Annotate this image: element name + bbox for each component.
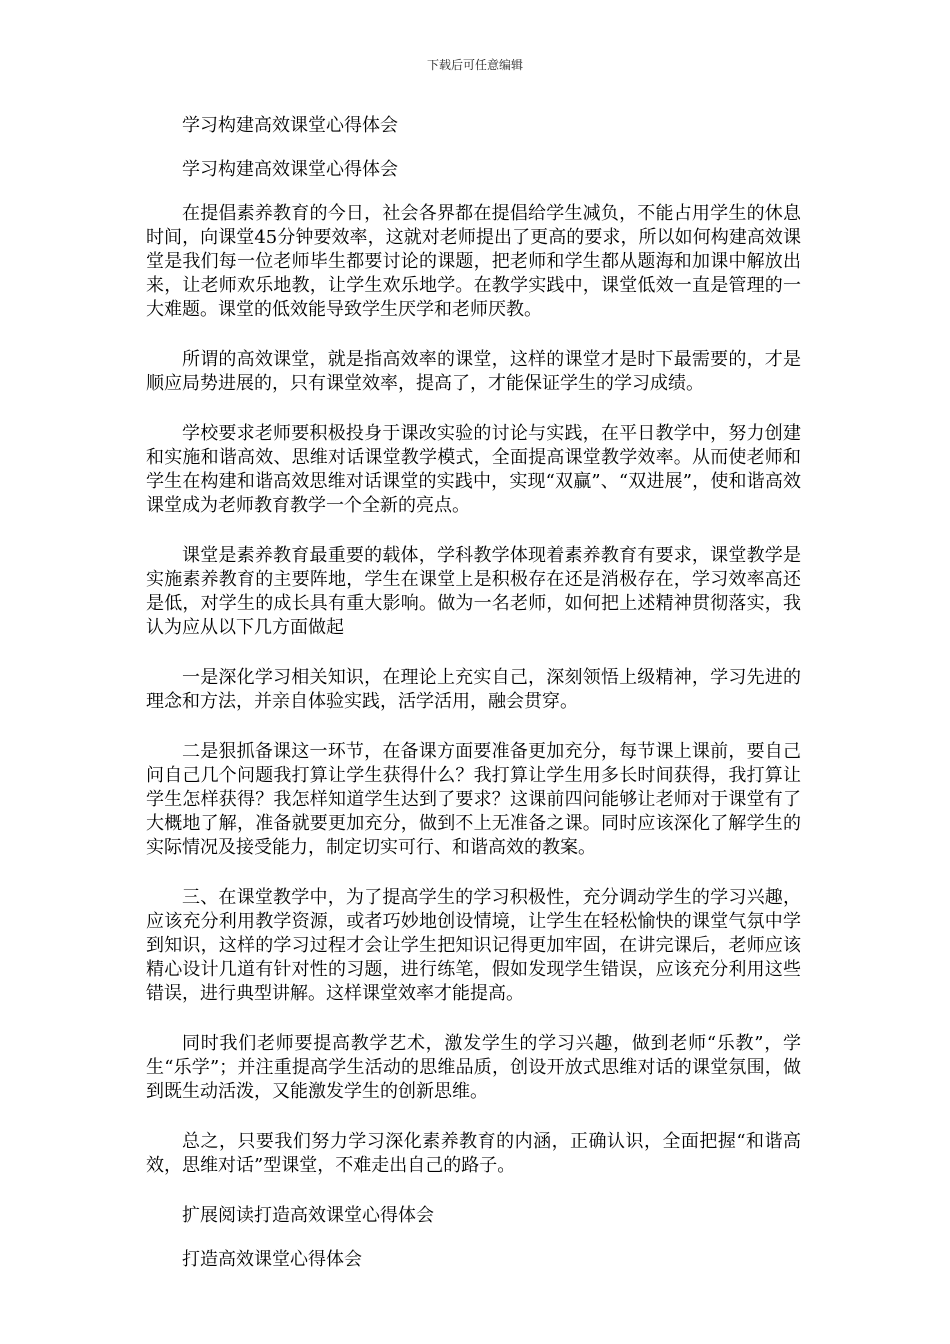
section-title: 学习构建高效课堂心得体会: [182, 159, 398, 180]
paragraph-2: 所谓的高效课堂，就是指高效率的课堂，这样的课堂才是时下最需要的，才是顺应局势进展的，只有课堂效率，提高了，才能保证学生的学习成绩。: [146, 349, 801, 394]
extended-reading-title: 扩展阅读打造高效课堂心得体会: [182, 1205, 434, 1226]
paragraph-7: 三、在课堂教学中，为了提高学生的学习积极性，充分调动学生的学习兴趣，应该充分利用教学资源，或者巧妙地创设情境，让学生在轻松愉快的课堂气氛中学到知识，这样的学习过程才会让学生把知识记得更加牢固，在讲完课后，老师应该精心设计几道有针对性的习题，进行练笔，假如发现学生错误，应该充分利用这些错误，进行典型讲解。这样课堂效率才能提高。: [146, 887, 801, 1004]
paragraph-3: 学校要求老师要积极投身于课改实验的讨论与实践，在平日教学中，努力创建和实施和谐高效、思维对话课堂教学模式，全面提高课堂教学效率。从而使老师和学生在构建和谐高效思维对话课堂的实践中，实现“双赢”、“双进展”，使和谐高效课堂成为老师教育教学一个全新的亮点。: [146, 423, 801, 516]
paragraph-9: 总之，只要我们努力学习深化素养教育的内涵，正确认识，全面把握“和谐高效，思维对话”型课堂，不难走出自己的路子。: [146, 1131, 801, 1176]
paragraph-1: 在提倡素养教育的今日，社会各界都在提倡给学生减负，不能占用学生的休息时间，向课堂45分钟要效率，这就对老师提出了更高的要求，所以如何构建高效课堂是我们每一位老师毕生都要讨论的课题，把老师和学生都从题海和加课中解放出来，让老师欢乐地教，让学生欢乐地学。在教学实践中，课堂低效一直是管理的一大难题。课堂的低效能导致学生厌学和老师厌教。: [146, 203, 801, 320]
document-body: [146, 114, 801, 1292]
paragraph-5: 一是深化学习相关知识，在理论上充实自己，深刻领悟上级精神，学习先进的理念和方法，并亲自体验实践，活学活用，融会贯穿。: [146, 667, 801, 712]
document-title: 学习构建高效课堂心得体会: [182, 115, 398, 136]
paragraph-6: 二是狠抓备课这一环节，在备课方面要准备更加充分，每节课上课前，要自己问自己几个问题我打算让学生获得什么？我打算让学生用多长时间获得，我打算让学生怎样获得？我怎样知道学生达到了要求？这课前四问能够让老师对于课堂有了大概地了解，准备就要更加充分，做到不上无准备之课。同时应该深化了解学生的实际情况及接受能力，制定切实可行、和谐高效的教案。: [146, 741, 801, 858]
paragraph-4: 课堂是素养教育最重要的载体，学科教学体现着素养教育有要求，课堂教学是实施素养教育的主要阵地，学生在课堂上是积极存在还是消极存在，学习效率高还是低，对学生的成长具有重大影响。做为一名老师，如何把上述精神贯彻落实，我认为应从以下几方面做起: [146, 545, 801, 638]
next-article-title: 打造高效课堂心得体会: [182, 1249, 362, 1270]
paragraph-8: 同时我们老师要提高教学艺术，激发学生的学习兴趣，做到老师“乐教”，学生“乐学”；并注重提高学生活动的思维品质，创设开放式思维对话的课堂氛围，做到既生动活泼，又能激发学生的创新思维。: [146, 1033, 801, 1102]
page-header: 下载后可任意编辑: [426, 58, 523, 72]
